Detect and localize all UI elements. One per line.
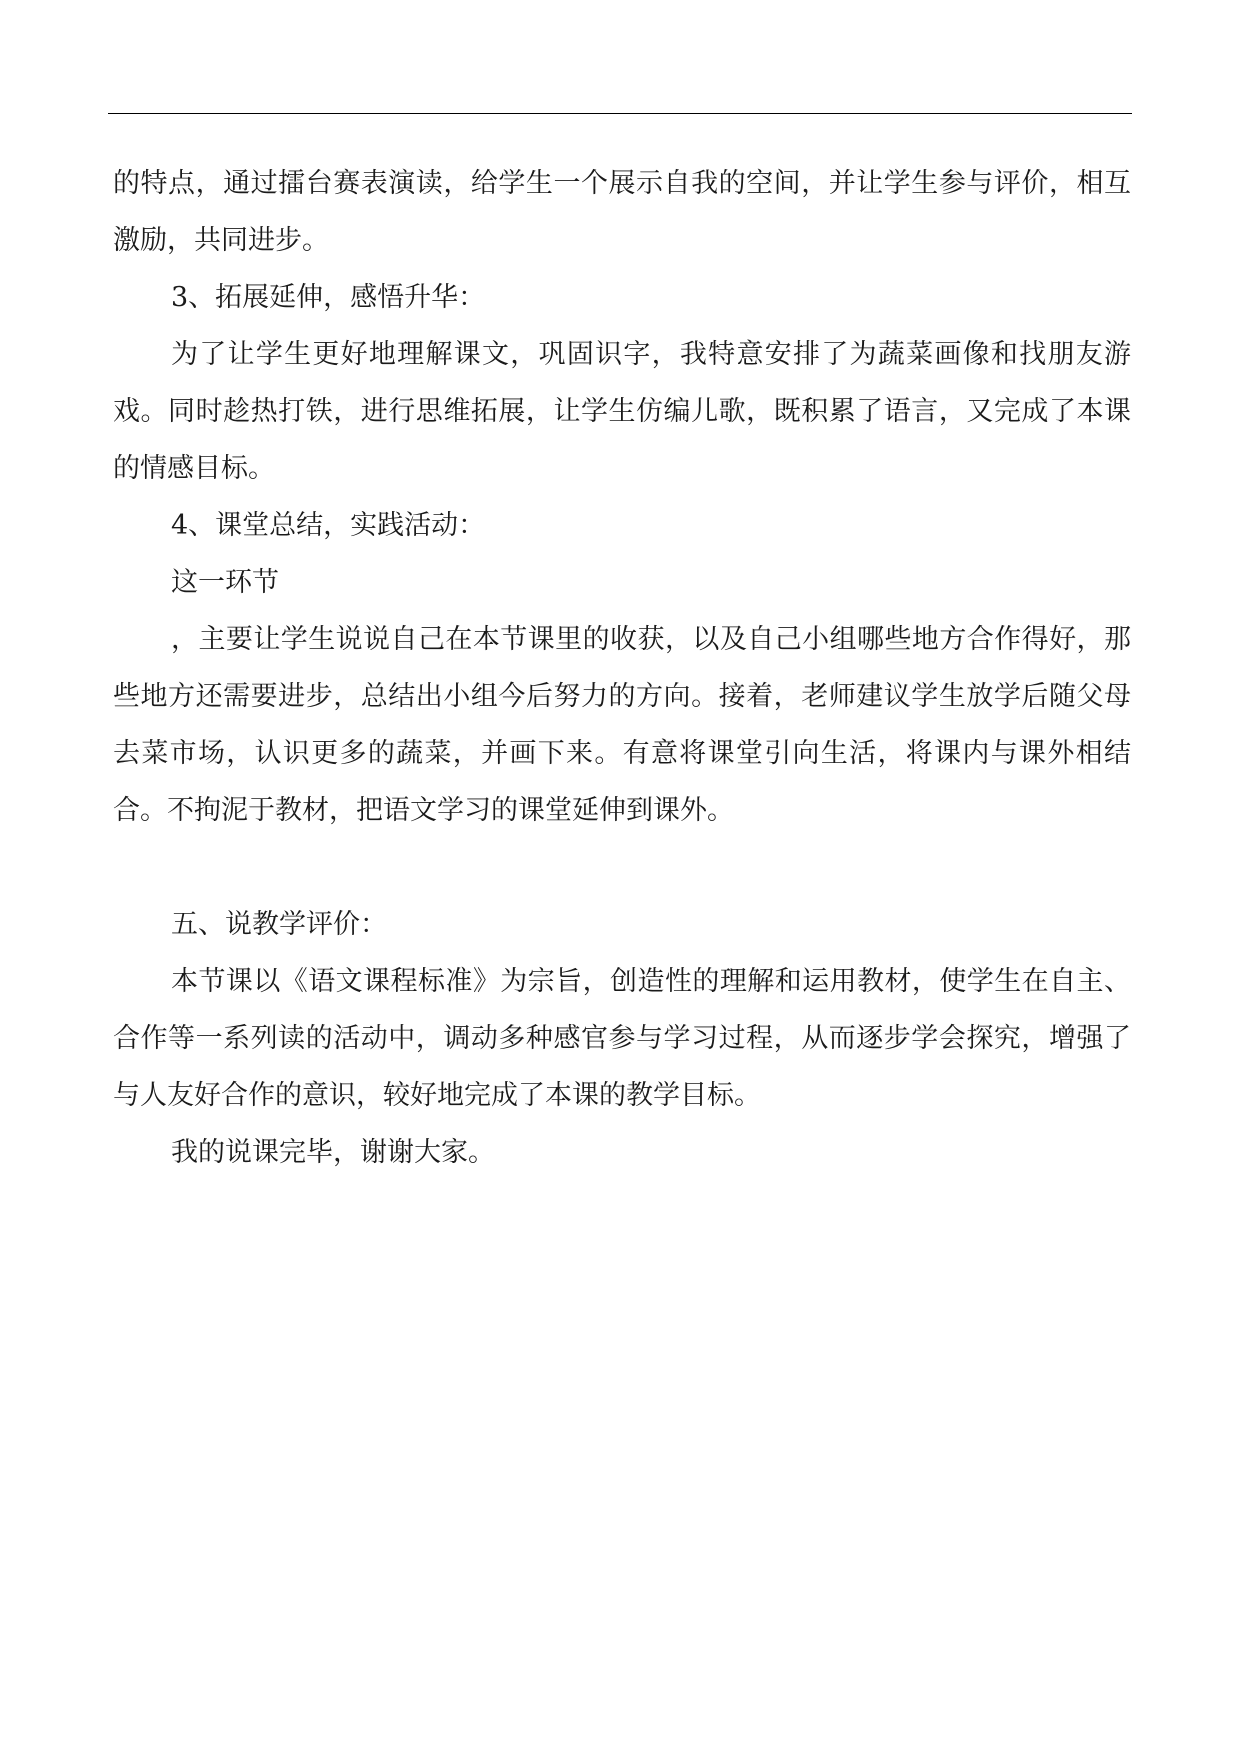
document-body: [113, 155, 1131, 1181]
paragraph-evaluation: 本节课以《语文课程标准》为宗旨，创造性的理解和运用教材，使学生在自主、合作等一系列读的活动中，调动多种感官参与学习过程，从而逐步学会探究，增强了与人友好合作的意识，较好地完成了本课的教学目标。: [113, 966, 1131, 1111]
paragraph-gap: [113, 839, 1131, 896]
heading-evaluation: 五、说教学评价：: [171, 909, 387, 940]
heading-summary: 4、课堂总结，实践活动：: [171, 510, 486, 541]
header-rule: [108, 113, 1132, 114]
paragraph-continuation: 的特点，通过擂台赛表演读，给学生一个展示自我的空间，并让学生参与评价，相互激励，共同进步。: [113, 168, 1131, 256]
paragraph-closing: 我的说课完毕，谢谢大家。: [171, 1137, 495, 1168]
heading-extension: 3、拓展延伸，感悟升华：: [171, 282, 486, 313]
paragraph-extension: 为了让学生更好地理解课文，巩固识字，我特意安排了为蔬菜画像和找朋友游戏。同时趁热打铁，进行思维拓展，让学生仿编儿歌，既积累了语言，又完成了本课的情感目标。: [113, 339, 1131, 484]
paragraph-summary-intro: 这一环节: [171, 567, 279, 598]
paragraph-summary: ，主要让学生说说自己在本节课里的收获，以及自己小组哪些地方合作得好，那些地方还需要进步，总结出小组今后努力的方向。接着，老师建议学生放学后随父母去菜市场，认识更多的蔬菜，并画下来。有意将课堂引向生活，将课内与课外相结合。不拘泥于教材，把语文学习的课堂延伸到课外。: [113, 624, 1131, 826]
